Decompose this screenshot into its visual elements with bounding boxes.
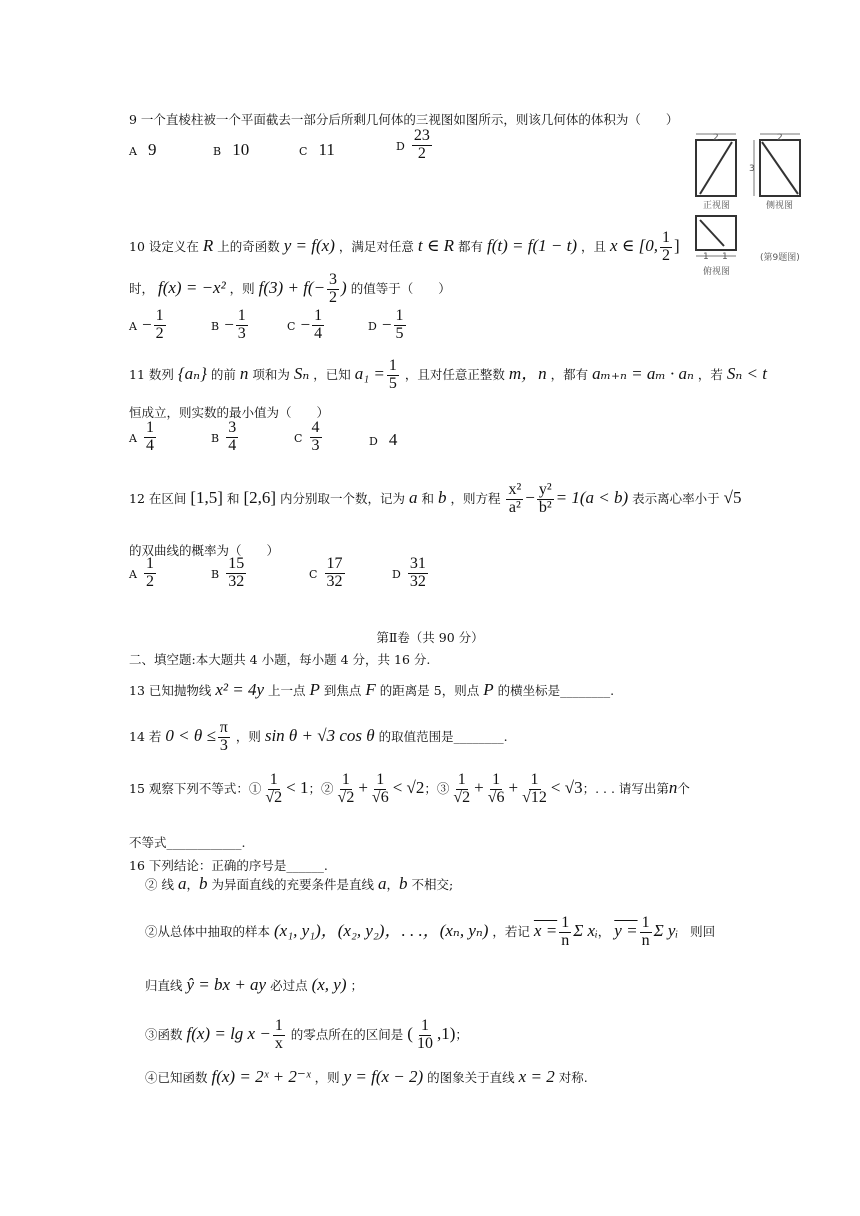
q16-s2-sum-x: Σ xᵢ xyxy=(573,920,598,940)
q10-opt-d-sign: − xyxy=(381,314,392,334)
q12-b: b xyxy=(437,487,447,507)
q16-s1-b: b xyxy=(198,874,208,893)
q15-i3a-frac xyxy=(451,772,472,807)
q15-i2a-den: √2 xyxy=(337,788,355,806)
dim-side-top: 2 xyxy=(777,133,783,143)
q12-line1 xyxy=(129,482,742,517)
section-title: 第Ⅱ卷（共 90 分） xyxy=(376,630,484,645)
q11-text-1: 11 数列 xyxy=(129,366,174,382)
q12-opt-c-den: 32 xyxy=(326,572,343,590)
q10-text-2: 上的奇函数 xyxy=(217,238,280,254)
q15-i2b-num: 1 xyxy=(376,771,385,788)
q12-minus: − xyxy=(525,487,535,507)
q16-s2-xbar: x = xyxy=(533,920,558,940)
q15-i3b-den: √6 xyxy=(487,788,505,806)
q16-statement-3 xyxy=(145,1018,468,1053)
q10-opt-d-letter: D xyxy=(368,319,377,333)
q14-text-3: 的取值范围是________. xyxy=(378,728,508,744)
q12-sqrt5: √5 xyxy=(723,487,742,507)
q11-a1-num: 1 xyxy=(388,357,397,374)
q10-text-1: 10 设定义在 xyxy=(129,238,199,254)
q10-opt-c-frac xyxy=(312,308,324,343)
q16-s3-post: ； xyxy=(455,1026,468,1042)
q12-text-2: 和 xyxy=(226,490,240,506)
q15-text-1: 15 观察下列不等式：① xyxy=(129,780,262,796)
q12-a: a xyxy=(409,487,418,507)
q9-stem: 9 一个直棱柱被一个平面截去一部分后所剩几何体的三视图如图所示，则该几何体的体积为（ ） xyxy=(129,112,679,127)
q11-opt-c xyxy=(294,420,324,455)
q15-n: n xyxy=(668,777,678,797)
q10-fx: f(x) = −x² xyxy=(158,277,226,297)
q16-statement-2-cont xyxy=(145,975,363,995)
q16-s3-int-num: 1 xyxy=(420,1017,429,1034)
q12-opt-b-frac xyxy=(226,556,246,591)
q12-opt-c-num: 17 xyxy=(326,555,343,572)
q10-opt-c-num: 1 xyxy=(314,307,323,324)
q14-den: 3 xyxy=(219,736,228,754)
q14-inequality: 0 < θ ≤ xyxy=(165,725,216,745)
q11-opt-d xyxy=(369,430,397,450)
q11-opt-b-frac xyxy=(226,420,238,455)
q9-opt-a-value: 9 xyxy=(148,140,157,159)
q16-s4-y: y = f(x − 2) xyxy=(343,1067,424,1086)
q12-text-3: 内分别取一个数，记为 xyxy=(280,490,406,506)
q16-s2-y-den: n xyxy=(641,931,650,949)
q16-s2-y-num: 1 xyxy=(641,914,650,931)
q15-i3c-num: 1 xyxy=(530,771,539,788)
q13-text-5: 的横坐标是________. xyxy=(497,683,615,698)
q16-s1-a2: a xyxy=(377,874,387,893)
q11-text-2: 的前 xyxy=(210,366,236,382)
q13-text-1: 13 已知抛物线 xyxy=(129,683,212,698)
q14-text-2: ，则 xyxy=(235,728,261,744)
q15-i3a-den: √2 xyxy=(453,788,471,806)
q11-opt-a-frac xyxy=(144,420,156,455)
q10-range-num: 1 xyxy=(662,229,670,246)
q10-line2-pre: 时， xyxy=(129,280,155,296)
q16-s4-pre: ④已知函数 xyxy=(145,1070,208,1085)
q10-function: y = f(x) xyxy=(283,235,335,255)
q12-text-4: ，则方程 xyxy=(450,490,501,506)
q10-equation: f(t) = f(1 − t) xyxy=(487,235,578,255)
dim-bottom-b: 1 xyxy=(722,252,728,262)
q10-opt-a xyxy=(129,308,168,343)
q12-opt-d-letter: D xyxy=(392,567,401,581)
q10-opt-b-den: 3 xyxy=(237,324,246,342)
q10-opt-b-frac xyxy=(236,308,248,343)
q16-s4-mid: ，则 xyxy=(314,1070,340,1085)
q12-frac-x-num: x² xyxy=(508,481,522,498)
q10-opt-b-num: 1 xyxy=(237,307,246,324)
q16-statement-1 xyxy=(145,874,453,894)
q9-opt-b-letter: B xyxy=(213,145,222,158)
q10-R: R xyxy=(202,235,214,255)
q10-line2-post: 的值等于（ ） xyxy=(350,280,451,296)
q10-expr-frac xyxy=(327,272,339,307)
q10-opt-d-frac xyxy=(394,308,406,343)
q14-expression: sin θ + √3 cos θ xyxy=(264,725,375,745)
side-view-label: 侧视图 xyxy=(766,201,794,211)
q12-opt-a-frac xyxy=(144,556,156,591)
q10-expr-num: 3 xyxy=(329,271,338,288)
q16-s3-pre: ③函数 xyxy=(145,1026,183,1042)
q10-range-post: ] xyxy=(674,235,680,255)
q10-opt-b xyxy=(211,308,250,343)
q12-frac-y xyxy=(537,482,554,517)
q11-opt-d-letter: D xyxy=(369,435,378,448)
section-heading: 二、填空题:本大题共 4 小题，每小题 4 分，共 16 分. xyxy=(129,652,431,667)
q16-s2-line2-post: ； xyxy=(350,978,363,993)
q16-s2-post: 则回 xyxy=(690,923,716,939)
q9-option-c xyxy=(299,140,335,160)
q10-opt-d-num: 1 xyxy=(395,307,404,324)
q16-s2-comma: ， xyxy=(597,923,611,939)
q11-opt-a-letter: A xyxy=(129,431,137,445)
q16-s2-line2-pre: 归直线 xyxy=(145,978,183,993)
q10-expr-b: ) xyxy=(341,277,347,297)
q15-sep2: ；③ xyxy=(424,780,450,796)
q11-opt-b-den: 4 xyxy=(228,436,237,454)
q15-i3c-frac xyxy=(520,772,549,807)
q11-opt-a-den: 4 xyxy=(146,436,155,454)
q15-i1-rest: < 1 xyxy=(286,777,309,797)
q16-s1-mid: 为异面直线的充要条件是直线 xyxy=(211,877,374,892)
q10-opt-a-num: 1 xyxy=(155,307,164,324)
q11-opt-c-den: 3 xyxy=(311,436,320,454)
q11-a1: a₁ = xyxy=(354,363,385,383)
q9-opt-b-value: 10 xyxy=(232,140,250,159)
q15-i3c-den: √12 xyxy=(522,788,547,806)
q12-frac-y-num: y² xyxy=(538,481,552,498)
q12-opt-c xyxy=(309,556,347,591)
q9-options xyxy=(129,140,157,160)
q11-a1-frac xyxy=(387,358,399,393)
q12-opt-c-letter: C xyxy=(309,567,318,581)
q16-s2-regression: ŷ = bx + ay xyxy=(186,975,267,994)
q13-F: F xyxy=(365,680,376,699)
dim-height: 3 xyxy=(749,164,755,174)
q15-i1-frac xyxy=(263,772,284,807)
q10-text-5: ，且 xyxy=(581,238,607,254)
q12-opt-c-frac xyxy=(325,556,345,591)
q13-text-3: 到焦点 xyxy=(323,683,362,698)
q15-line1: 15 观察下列不等式：① $\frac{1}{√2}$ < 1；② $\frac{1}{√2}$ + $\frac{1}{√6}$ < √2；③ $\frac{1}{√2}$ + $\frac{1}{√6}$ + $\frac{1}{√12}$ < √3；. . . 请写出第n个 xyxy=(129,771,690,806)
q16-s3-function: f(x) = lg x − xyxy=(186,1023,271,1043)
q11-text-7: ，若 xyxy=(697,366,723,382)
q9-opt-c-letter: C xyxy=(299,145,308,158)
q15-text-3: 个 xyxy=(677,780,690,796)
q12-opt-a-den: 2 xyxy=(146,572,155,590)
q9-opt-d-num: 23 xyxy=(413,127,430,144)
q10-range-den: 2 xyxy=(662,246,670,264)
q15-i2a-frac xyxy=(336,772,357,807)
q16-s1-comma2: ， xyxy=(386,877,399,892)
q16-s3-mid: 的零点所在的区间是 xyxy=(290,1026,404,1042)
q9-opt-d-den: 2 xyxy=(417,144,426,162)
q11-Sn: Sₙ xyxy=(293,363,310,383)
q12-opt-d-num: 31 xyxy=(409,555,426,572)
q10-opt-b-sign: − xyxy=(224,314,234,334)
q12-opt-b xyxy=(211,556,248,591)
q11-a1-den: 5 xyxy=(388,374,397,392)
q9-option-b xyxy=(213,140,249,160)
q16-s1-b2: b xyxy=(398,874,408,893)
q16-s3-den: x xyxy=(274,1034,283,1052)
q10-opt-d-den: 5 xyxy=(395,324,404,342)
top-view-label: 俯视图 xyxy=(703,267,731,277)
q14-line xyxy=(129,720,508,755)
q15-i3a-num: 1 xyxy=(457,771,466,788)
q11-opt-c-letter: C xyxy=(294,431,303,445)
q16-s3-frac xyxy=(273,1018,285,1053)
q11-opt-c-num: 4 xyxy=(311,419,320,436)
q16-s3-int-b: ,1) xyxy=(436,1023,456,1043)
q10-line2-mid: ，则 xyxy=(229,280,255,296)
q11-text-5: ，且对任意正整数 xyxy=(404,366,505,382)
q16-s3-num: 1 xyxy=(274,1017,283,1034)
q16-statement-4 xyxy=(145,1067,588,1087)
q11-n: n xyxy=(239,363,249,383)
q9-option-d xyxy=(396,128,434,163)
q9-opt-c-value: 11 xyxy=(318,140,335,159)
q14-frac xyxy=(218,720,230,755)
q16-s4-function: f(x) = 2ˣ + 2⁻ˣ xyxy=(211,1067,311,1086)
figure-caption: (第9题图) xyxy=(760,253,800,263)
q12-text-5: 表示离心率小于 xyxy=(632,490,720,506)
q11-opt-a-num: 1 xyxy=(146,419,155,436)
q16-s2-mid: ，若记 xyxy=(492,923,530,939)
q12-frac-x xyxy=(506,482,523,517)
q16-s3-int-a: ( xyxy=(407,1023,413,1043)
q16-s1-pre: ② 线 xyxy=(145,877,174,892)
q10-opt-a-sign: − xyxy=(142,314,152,334)
q12-and: 和 xyxy=(421,490,434,506)
q16-stem: 16 下列结论：正确的序号是______. xyxy=(129,858,328,873)
q12-frac-y-den: b² xyxy=(538,498,552,516)
front-view-label: 正视图 xyxy=(703,201,731,211)
q16-s1-a: a xyxy=(177,874,187,893)
q15-i2-rest: < √2 xyxy=(392,777,425,797)
q15-i3-rest: < √3 xyxy=(550,777,583,797)
q12-text-1: 12 在区间 xyxy=(129,490,187,506)
q15-sep1: ；② xyxy=(308,780,334,796)
q16-s2-points: (x₁, y₁)，(x₂, y₂)，. . .，(xₙ, yₙ) xyxy=(274,920,489,940)
q16-s2-x-den: n xyxy=(561,931,570,949)
q15-i2b-frac xyxy=(370,772,391,807)
q12-opt-a xyxy=(129,556,158,591)
q16-s2-pre: ②从总体中抽取的样本 xyxy=(145,923,271,939)
q10-line1 xyxy=(129,230,680,265)
q11-text-6: ，都有 xyxy=(550,366,589,382)
q10-opt-c-sign: − xyxy=(300,314,311,334)
q16-s2-ybar: y = xyxy=(614,920,638,940)
q12-opt-b-letter: B xyxy=(211,567,220,581)
q11-mn: m，n xyxy=(508,363,547,383)
q12-opt-b-num: 15 xyxy=(228,555,245,572)
q10-range-frac xyxy=(660,230,672,265)
q16-s2-x-num: 1 xyxy=(561,914,570,931)
q10-opt-a-frac xyxy=(154,308,166,343)
q16-s2-sum-y: Σ yᵢ xyxy=(653,920,679,940)
q12-line2: 的双曲线的概率为（ ） xyxy=(129,543,280,558)
q12-eq-rest: = 1(a < b) xyxy=(555,487,629,507)
q10-expr-den: 2 xyxy=(329,288,338,306)
q15-i2a-num: 1 xyxy=(341,771,350,788)
q11-opt-b-letter: B xyxy=(211,431,220,445)
q11-inequality: Sₙ < t xyxy=(726,363,768,383)
q12-opt-b-den: 32 xyxy=(228,572,245,590)
q9-opt-a-letter: A xyxy=(129,145,137,158)
q10-opt-b-letter: B xyxy=(211,319,220,333)
q10-opt-c-letter: C xyxy=(287,319,296,333)
q14-num: π xyxy=(219,719,228,736)
q11-text-4: ，已知 xyxy=(313,366,351,382)
q15-text-2: ；. . . 请写出第 xyxy=(582,780,669,796)
q16-s4-mid2: 的图象关于直线 xyxy=(427,1070,515,1085)
q11-line2: 恒成立，则实数的最小值为（ ） xyxy=(129,405,330,420)
q11-seq: {aₙ} xyxy=(177,363,207,383)
q10-opt-c xyxy=(287,308,326,343)
q12-opt-d-den: 32 xyxy=(409,572,426,590)
q16-statement-2 xyxy=(145,915,715,950)
q16-s1-comma: ， xyxy=(186,877,199,892)
q11-text-3: 项和为 xyxy=(252,366,290,382)
q12-opt-a-letter: A xyxy=(129,567,137,581)
dim-bottom-a: 1 xyxy=(703,252,709,262)
q9-opt-d-letter: D xyxy=(396,139,405,153)
q13-equation: x² = 4y xyxy=(215,680,265,699)
q16-s2-mean-point: (x, y) xyxy=(311,975,347,994)
q11-opt-b-num: 3 xyxy=(228,419,237,436)
q15-line2: 不等式____________. xyxy=(129,835,246,850)
q13-line xyxy=(129,680,614,700)
q10-opt-c-den: 4 xyxy=(314,324,323,342)
q12-opt-d-frac xyxy=(408,556,428,591)
q10-opt-a-den: 2 xyxy=(155,324,164,342)
q10-expr-a: f(3) + f(− xyxy=(258,277,326,297)
q15-i1-den: √2 xyxy=(265,788,283,806)
q12-opt-d xyxy=(392,556,430,591)
q15-i2b-den: √6 xyxy=(371,788,389,806)
q10-line2 xyxy=(129,272,451,307)
q11-opt-c-frac xyxy=(310,420,322,455)
q16-s4-line: x = 2 xyxy=(518,1067,555,1086)
q16-s2-y-frac xyxy=(640,915,652,950)
q13-P2: P xyxy=(483,680,494,699)
q10-condition: t ∈ R xyxy=(417,235,455,255)
q10-range-pre: x ∈ [0, xyxy=(610,235,658,255)
q13-text-4: 的距离是 5，则点 xyxy=(379,683,480,698)
q10-opt-a-letter: A xyxy=(129,319,137,333)
q10-text-4: 都有 xyxy=(458,238,484,254)
q11-line1 xyxy=(129,358,767,393)
q15-i3b-num: 1 xyxy=(492,771,501,788)
q15-i3b-frac xyxy=(486,772,507,807)
q11-opt-b xyxy=(211,420,240,455)
q9-opt-d-fraction xyxy=(412,128,432,163)
q13-P: P xyxy=(309,680,320,699)
q12-interval-2: [2,6] xyxy=(243,487,277,507)
q16-s4-post: 对称. xyxy=(558,1070,588,1085)
q12-frac-x-den: a² xyxy=(508,498,521,516)
q16-s3-int-den: 10 xyxy=(416,1034,433,1052)
q11-opt-d-value: 4 xyxy=(388,430,398,449)
q15-i1-num: 1 xyxy=(269,771,278,788)
dim-top: 2 xyxy=(713,133,719,143)
q11-relation: aₘ₊ₙ = aₘ · aₙ xyxy=(592,363,694,383)
q10-text-3: ，满足对任意 xyxy=(338,238,414,254)
q12-opt-a-num: 1 xyxy=(146,555,155,572)
q11-opt-a xyxy=(129,420,158,455)
q14-text-1: 14 若 xyxy=(129,728,162,744)
q16-s2-line2-mid: 必过点 xyxy=(270,978,308,993)
q13-text-2: 上一点 xyxy=(268,683,306,698)
q16-s3-int-frac xyxy=(415,1018,435,1053)
q12-interval-1: [1,5] xyxy=(190,487,223,507)
q10-opt-d xyxy=(368,308,408,343)
q16-s1-post: 不相交; xyxy=(411,877,454,892)
q16-s2-x-frac xyxy=(559,915,571,950)
